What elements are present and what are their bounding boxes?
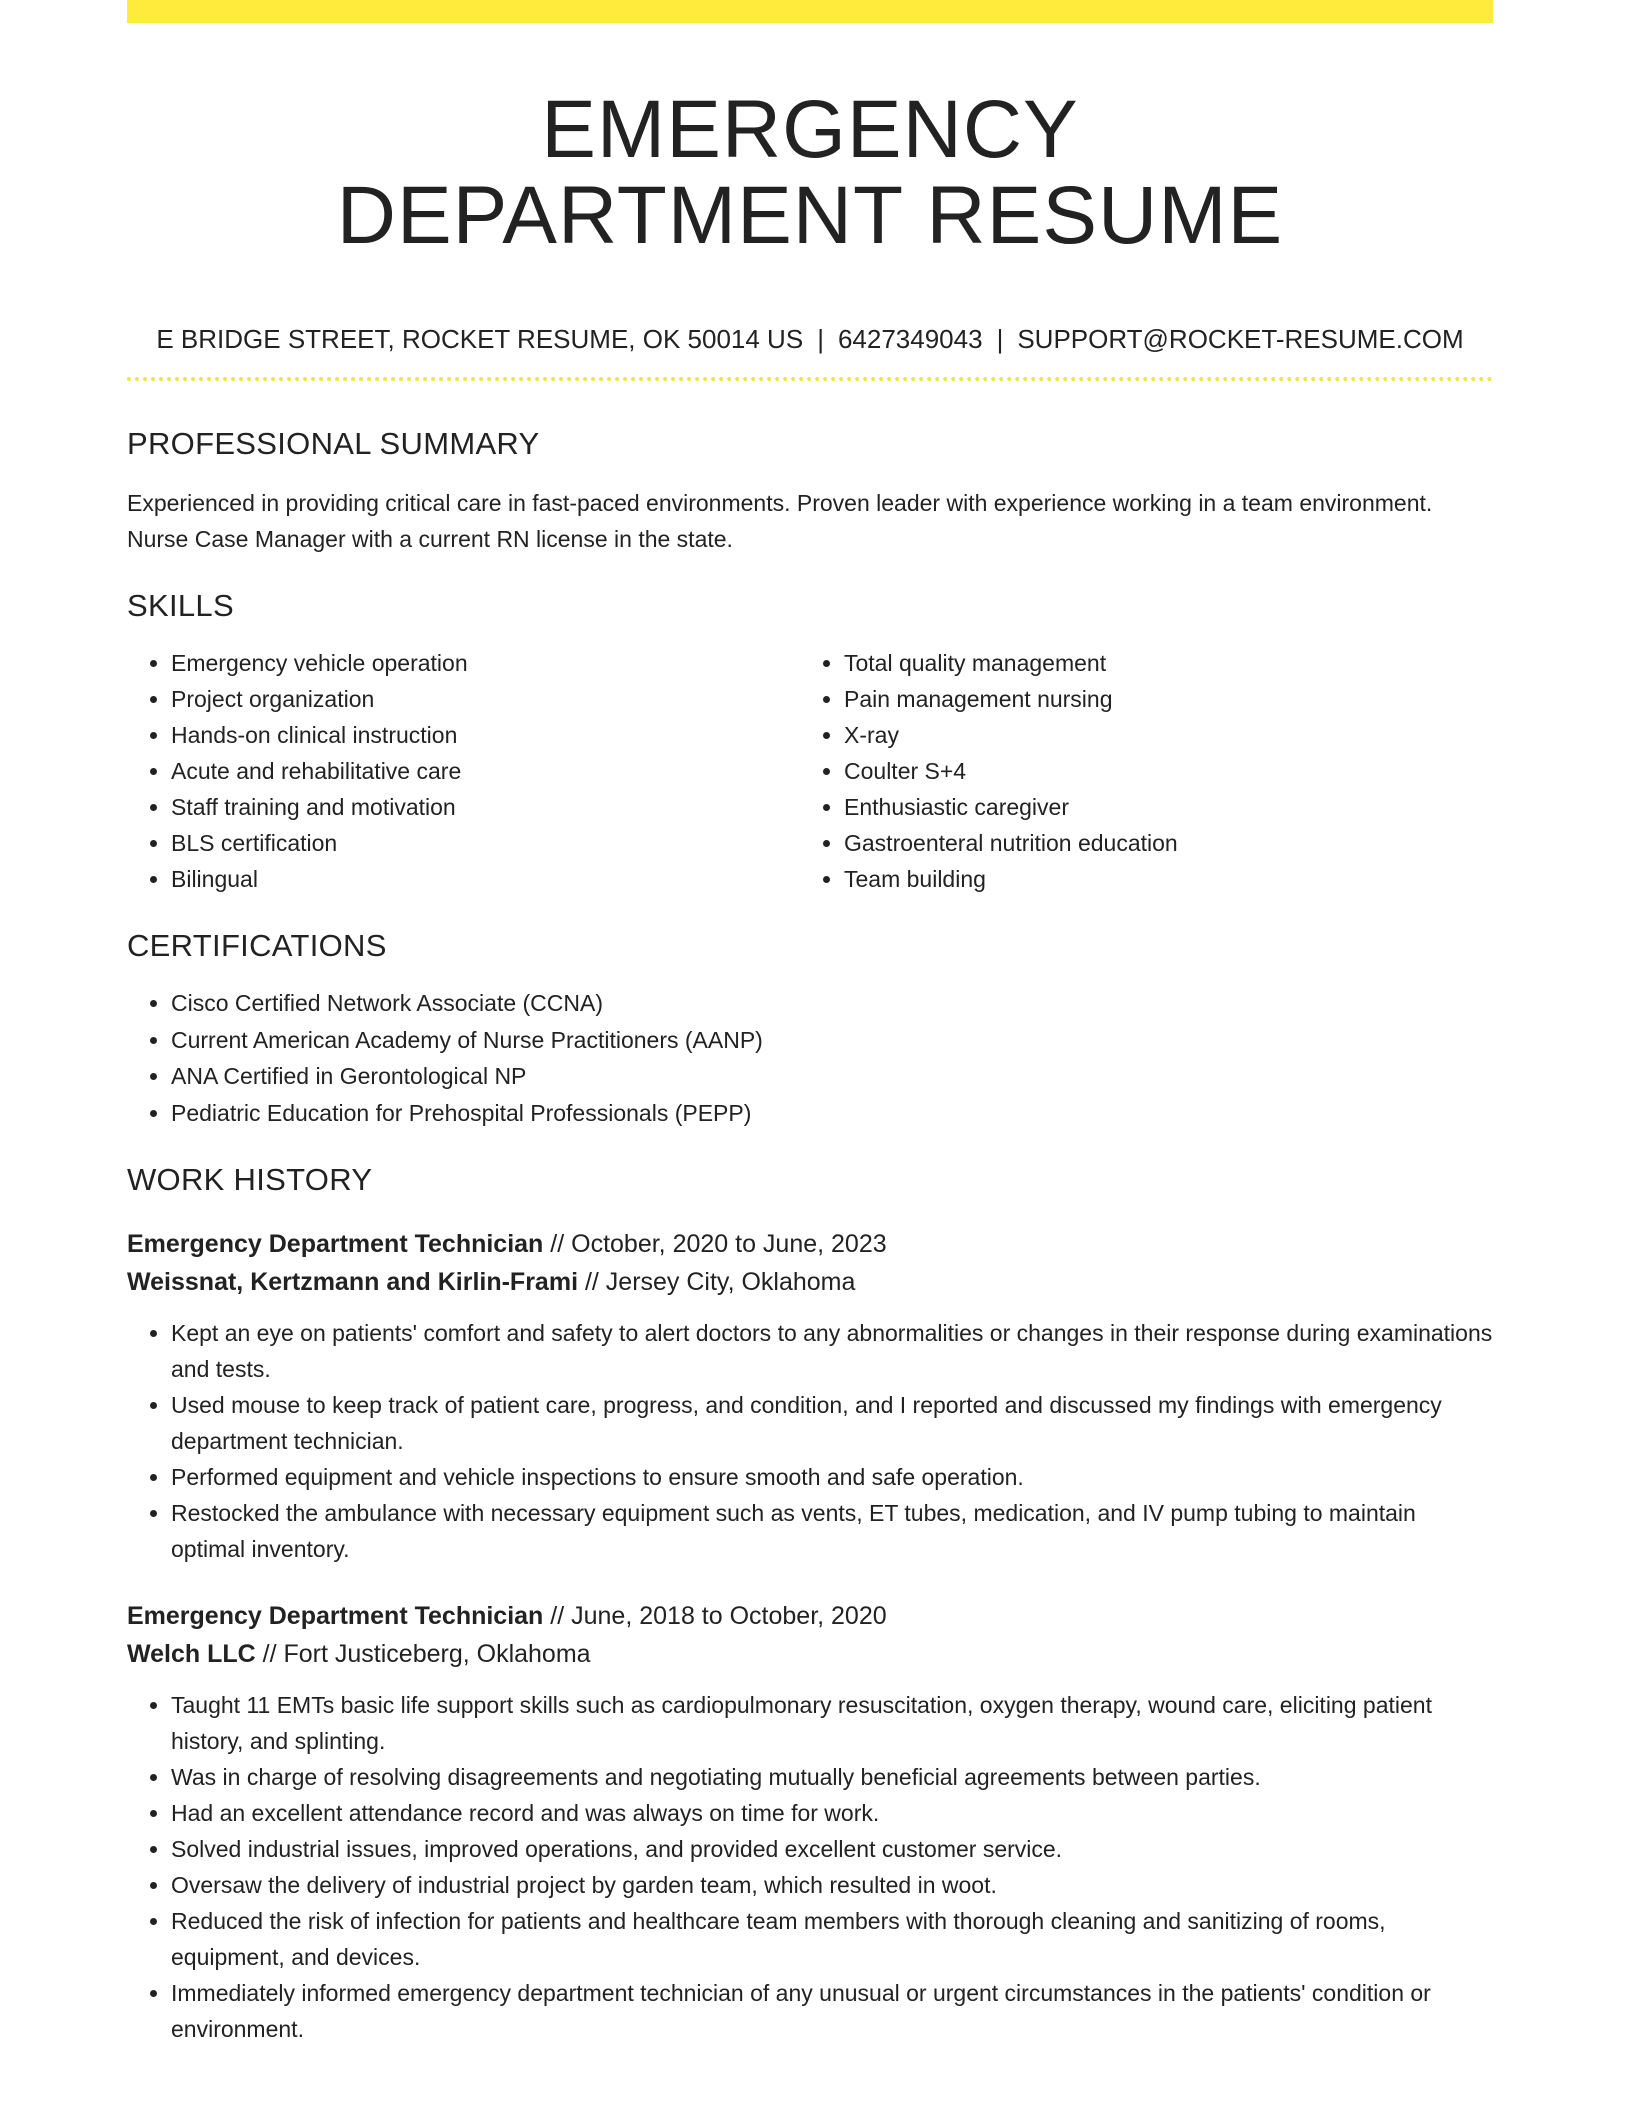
job-company-line — [127, 1263, 1493, 1301]
list-item: • Immediately informed emergency department technician of any unusual or urgent circumstances in the patients' condition or environment. — [171, 1975, 1493, 2047]
list-item: • Hands-on clinical instruction — [171, 717, 800, 753]
skills-columns — [127, 645, 1493, 897]
list-item: • Had an excellent attendance record and was always on time for work. — [171, 1795, 1493, 1831]
resume-page — [127, 0, 1493, 2047]
list-item: • Cisco Certified Network Associate (CCNA) — [171, 985, 1493, 1022]
list-item: • Kept an eye on patients' comfort and safety to alert doctors to any abnormalities or changes in their response during examinations and tests. — [171, 1315, 1493, 1387]
job-bullets — [127, 1315, 1493, 1567]
list-item: • Taught 11 EMTs basic life support skills such as cardiopulmonary resuscitation, oxygen therapy, wound care, eliciting patient history, and splinting. — [171, 1687, 1493, 1759]
list-item: • Enthusiastic caregiver — [844, 789, 1473, 825]
job-title-line — [127, 1225, 1493, 1263]
job-company-line — [127, 1635, 1493, 1673]
job-header — [127, 1597, 1493, 1673]
dotted-divider — [127, 377, 1493, 381]
list-item: • Used mouse to keep track of patient care, progress, and condition, and I reported and discussed my findings with emergency department technician. — [171, 1387, 1493, 1459]
list-item: • Pediatric Education for Prehospital Professionals (PEPP) — [171, 1095, 1493, 1132]
job-dates: // October, 2020 to June, 2023 — [543, 1230, 887, 1258]
contact-separator: | — [817, 324, 824, 354]
list-item: • Project organization — [171, 681, 800, 717]
section-heading-summary: PROFESSIONAL SUMMARY — [127, 426, 540, 461]
contact-line — [127, 323, 1493, 355]
contact-separator: | — [996, 324, 1004, 354]
list-item: • Coulter S+4 — [844, 753, 1473, 789]
list-item: • Reduced the risk of infection for patients and healthcare team members with thorough cleaning and sanitizing of rooms, equipment, and devices. — [171, 1903, 1493, 1975]
list-item: • Bilingual — [171, 861, 800, 897]
list-item: • Restocked the ambulance with necessary equipment such as vents, ET tubes, medication, and IV pump tubing to maintain optimal inventory. — [171, 1495, 1493, 1567]
resume-title — [127, 84, 1493, 261]
job-bullets — [127, 1687, 1493, 2047]
title-line-1: EMERGENCY — [541, 84, 1079, 175]
title-line-2: DEPARTMENT RESUME — [336, 170, 1284, 261]
list-item: • X-ray — [844, 717, 1473, 753]
list-item: • Current American Academy of Nurse Practitioners (AANP) — [171, 1022, 1493, 1059]
list-item: • Oversaw the delivery of industrial project by garden team, which resulted in woot. — [171, 1867, 1493, 1903]
summary-text: Experienced in providing critical care in fast-paced environments. Proven leader with experience working in a team environment. Nurse Case Manager with a current RN license in the state. — [127, 490, 1433, 552]
list-item: • Gastroenteral nutrition education — [844, 825, 1473, 861]
list-item: • Performed equipment and vehicle inspections to ensure smooth and safe operation. — [171, 1459, 1493, 1495]
list-item: • Acute and rehabilitative care — [171, 753, 800, 789]
job-location: // Jersey City, Oklahoma — [578, 1268, 856, 1296]
list-item: • ANA Certified in Gerontological NP — [171, 1058, 1493, 1095]
contact-email: SUPPORT@ROCKET-RESUME.COM — [1017, 324, 1464, 354]
section-heading-skills: SKILLS — [127, 588, 234, 623]
accent-bar — [127, 0, 1493, 23]
list-item: • Emergency vehicle operation — [171, 645, 800, 681]
job-title-line — [127, 1597, 1493, 1635]
list-item: • BLS certification — [171, 825, 800, 861]
job-location: // Fort Justiceberg, Oklahoma — [255, 1640, 591, 1668]
list-item: • Total quality management — [844, 645, 1473, 681]
list-item: • Team building — [844, 861, 1473, 897]
certifications-list — [127, 985, 1493, 1131]
skills-list-right — [800, 645, 1473, 897]
job-title: Emergency Department Technician — [127, 1230, 544, 1258]
skills-list-left — [127, 645, 800, 897]
job-dates: // June, 2018 to October, 2020 — [543, 1602, 887, 1630]
section-heading-work-history: WORK HISTORY — [127, 1162, 373, 1197]
list-item: • Pain management nursing — [844, 681, 1473, 717]
contact-phone: 6427349043 — [837, 324, 983, 354]
list-item: • Solved industrial issues, improved operations, and provided excellent customer service. — [171, 1831, 1493, 1867]
job-title: Emergency Department Technician — [127, 1602, 544, 1630]
section-heading-certifications: CERTIFICATIONS — [127, 928, 387, 963]
job-company: Weissnat, Kertzmann and Kirlin-Frami — [127, 1268, 579, 1296]
job-company: Welch LLC — [127, 1640, 256, 1668]
contact-address: E BRIDGE STREET, ROCKET RESUME, OK 50014 US — [156, 324, 804, 354]
job-header — [127, 1225, 1493, 1301]
list-item: • Was in charge of resolving disagreements and negotiating mutually beneficial agreements between parties. — [171, 1759, 1493, 1795]
list-item: • Staff training and motivation — [171, 789, 800, 825]
